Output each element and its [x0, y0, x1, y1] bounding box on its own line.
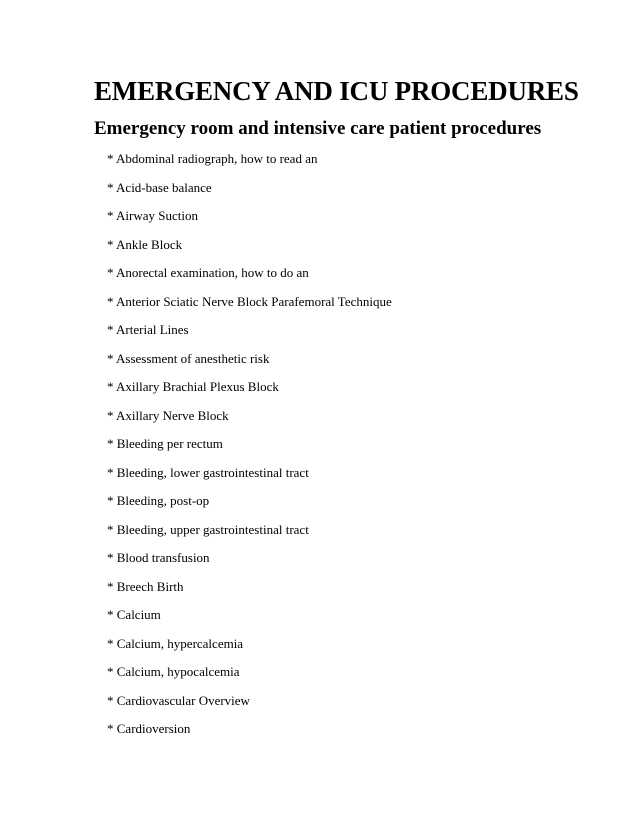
list-item: * Bleeding per rectum	[107, 436, 223, 451]
list-item: * Calcium, hypocalcemia	[107, 664, 240, 679]
list-item: * Anorectal examination, how to do an	[107, 265, 309, 280]
list-item: * Axillary Brachial Plexus Block	[107, 379, 279, 394]
list-item: * Anterior Sciatic Nerve Block Parafemoral Technique	[107, 293, 392, 309]
list-item: * Axillary Nerve Block	[107, 407, 229, 423]
list-item: * Cardiovascular Overview	[107, 692, 250, 708]
list-item: * Ankle Block	[107, 236, 183, 252]
list-item: * Bleeding, post-op	[107, 493, 210, 508]
list-item: * Bleeding, upper gastrointestinal tract	[107, 521, 309, 537]
list-item: * Calcium, hypercalcemia	[107, 635, 244, 651]
list-item: * Airway Suction	[107, 208, 198, 223]
procedure-list	[107, 150, 392, 749]
page-subtitle: Emergency room and intensive care patient procedures	[94, 118, 542, 139]
list-item: * Arterial Lines	[107, 322, 189, 337]
list-item: * Cardioversion	[107, 721, 191, 736]
list-item: * Blood transfusion	[107, 550, 210, 565]
list-item: * Abdominal radiograph, how to read an	[107, 151, 318, 166]
list-item: * Bleeding, lower gastrointestinal tract	[107, 464, 309, 480]
list-item: * Breech Birth	[107, 578, 184, 594]
list-item: * Acid-base balance	[107, 179, 212, 195]
list-item: * Calcium	[107, 607, 161, 622]
list-item: * Assessment of anesthetic risk	[107, 350, 270, 366]
page-title: EMERGENCY AND ICU PROCEDURES	[94, 76, 579, 106]
